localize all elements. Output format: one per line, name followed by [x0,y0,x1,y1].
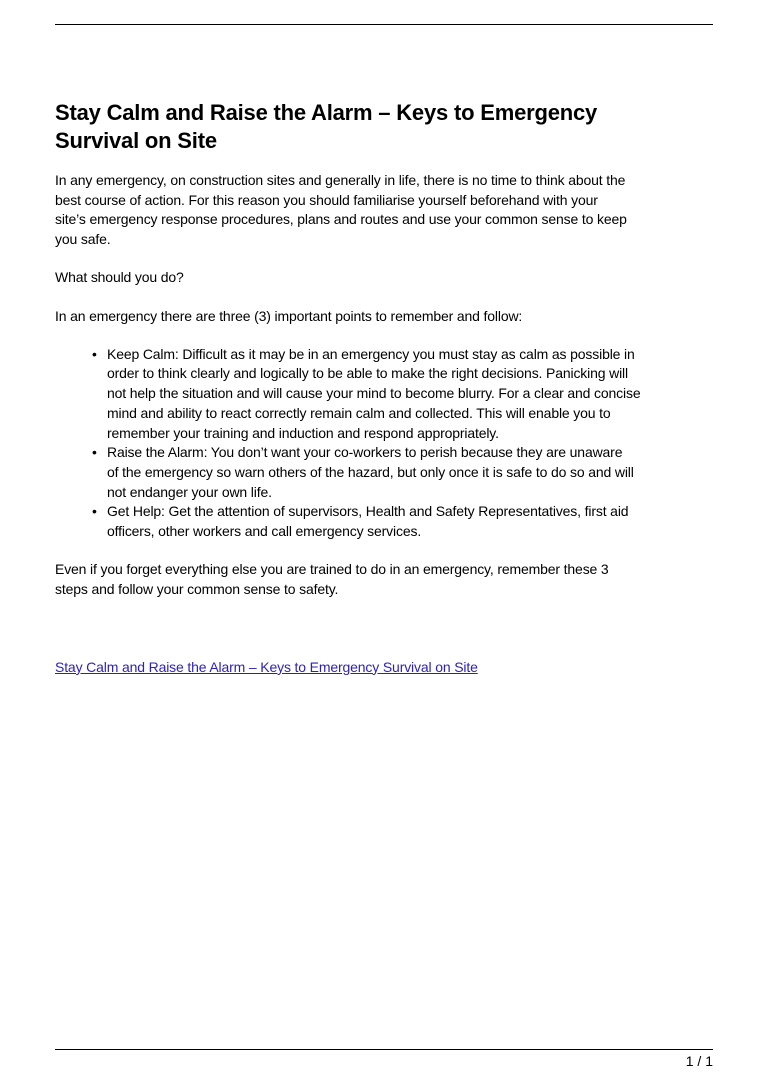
bullet-icon: • [92,345,97,362]
list-item [92,443,715,502]
document-body [55,99,715,677]
text-line: site’s emergency response procedures, plans and routes and use your common sense to keep [55,211,627,228]
lead-paragraph: In an emergency there are three (3) important points to remember and follow: [55,307,523,324]
key-points-list [55,345,715,542]
text-line: steps and follow your common sense to safety. [55,580,339,597]
source-link[interactable]: Stay Calm and Raise the Alarm – Keys to Emergency Survival on Site [55,658,478,675]
text-line: best course of action. For this reason you should familiarise yourself beforehand with your [55,191,598,208]
page-indicator: 1 / 1 [685,1053,713,1069]
text-line: not endanger your own life. [107,483,272,500]
source-link-container [55,658,715,678]
text-line: order to think clearly and logically to be able to make the right decisions. Panicking will [107,365,628,382]
text-line: In any emergency, on construction sites and generally in life, there is no time to think about the [55,172,626,188]
question-paragraph: What should you do? [55,269,184,286]
bullet-icon: • [92,503,97,520]
text-line: officers, other workers and call emergency services. [107,523,422,540]
text-line: Get Help: Get the attention of supervisors, Health and Safety Representatives, first aid [107,503,629,520]
text-line: of the emergency so warn others of the hazard, but only once it is safe to do so and will [107,463,634,480]
closing-paragraph [55,560,715,599]
document-title [55,99,715,155]
text-line: remember your training and induction and respond appropriately. [107,424,499,441]
text-line: mind and ability to react correctly remain calm and collected. This will enable you to [107,404,611,421]
title-line: Stay Calm and Raise the Alarm – Keys to Emergency [55,100,598,125]
text-line: Even if you forget everything else you are trained to do in an emergency, remember these 3 [55,561,609,578]
bottom-rule [55,1049,713,1050]
bullet-icon: • [92,444,97,461]
text-line: not help the situation and will cause your mind to become blurry. For a clear and concise [107,385,641,402]
title-line: Survival on Site [55,128,217,153]
text-line: Raise the Alarm: You don’t want your co-workers to perish because they are unaware [107,444,623,461]
text-line: you safe. [55,231,111,248]
list-item [92,502,715,541]
intro-paragraph [55,171,715,250]
list-item [92,345,715,444]
top-rule [55,24,713,25]
text-line: Keep Calm: Difficult as it may be in an emergency you must stay as calm as possible in [107,345,635,362]
